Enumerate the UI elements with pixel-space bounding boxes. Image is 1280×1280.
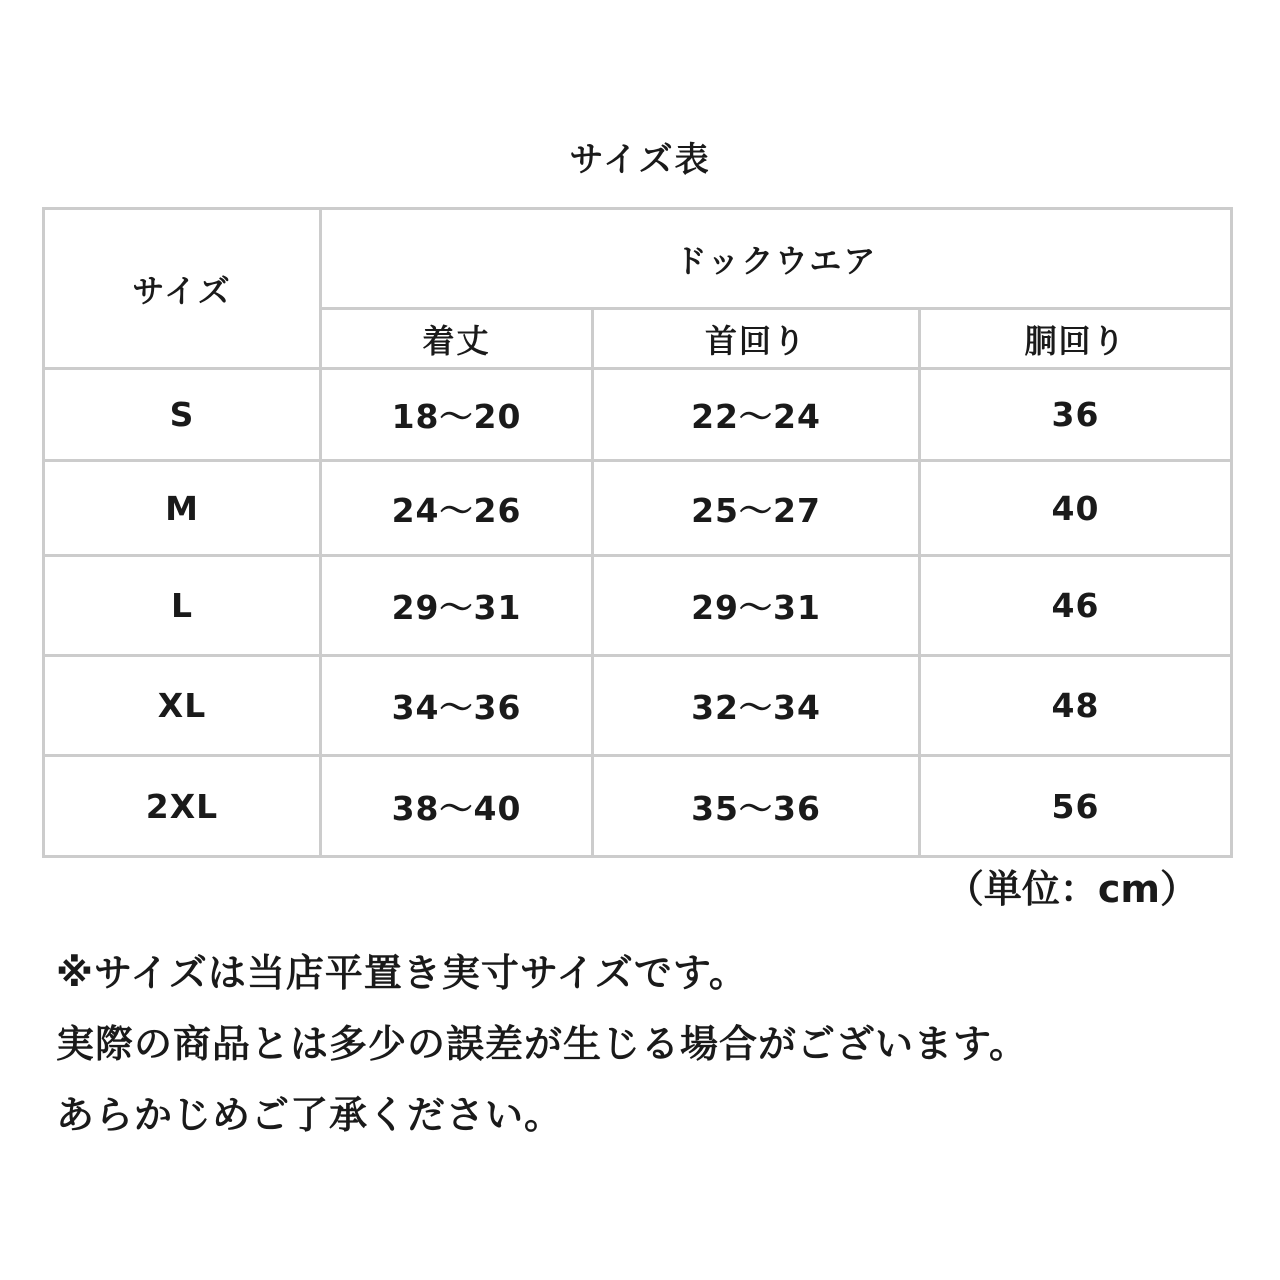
column-header-neck: 首回り: [593, 309, 920, 369]
table-row: [44, 656, 1232, 756]
chest-cell: 56: [920, 756, 1232, 857]
length-cell: 24～26: [321, 461, 593, 556]
note-line: 実際の商品とは多少の誤差が生じる場合がございます。: [56, 1022, 1028, 1066]
neck-cell: 29～31: [593, 556, 920, 656]
chest-cell: 36: [920, 369, 1232, 461]
chest-cell: 46: [920, 556, 1232, 656]
table-row: [44, 369, 1232, 461]
length-cell: 18～20: [321, 369, 593, 461]
neck-cell: 35～36: [593, 756, 920, 857]
table-row: [44, 756, 1232, 857]
size-cell: S: [44, 369, 321, 461]
size-header: サイズ: [44, 209, 321, 369]
group-header: ドックウエア: [321, 209, 1232, 309]
neck-cell: 25～27: [593, 461, 920, 556]
neck-cell: 22～24: [593, 369, 920, 461]
column-header-length: 着丈: [321, 309, 593, 369]
length-cell: 38～40: [321, 756, 593, 857]
note-line: あらかじめご了承ください。: [56, 1093, 564, 1137]
table-header-row: [44, 209, 1232, 309]
note-line: ※サイズは当店平置き実寸サイズです。: [56, 951, 748, 995]
notes: [56, 938, 1236, 1151]
size-cell: M: [44, 461, 321, 556]
length-cell: 34～36: [321, 656, 593, 756]
table-row: [44, 556, 1232, 656]
length-cell: 29～31: [321, 556, 593, 656]
table-row: [44, 461, 1232, 556]
size-cell: L: [44, 556, 321, 656]
unit-note: （単位：cm）: [945, 867, 1198, 911]
chest-cell: 48: [920, 656, 1232, 756]
size-cell: 2XL: [44, 756, 321, 857]
column-header-chest: 胴回り: [920, 309, 1232, 369]
neck-cell: 32～34: [593, 656, 920, 756]
page-title: サイズ表: [569, 140, 711, 180]
size-table: [42, 207, 1233, 858]
chest-cell: 40: [920, 461, 1232, 556]
size-cell: XL: [44, 656, 321, 756]
